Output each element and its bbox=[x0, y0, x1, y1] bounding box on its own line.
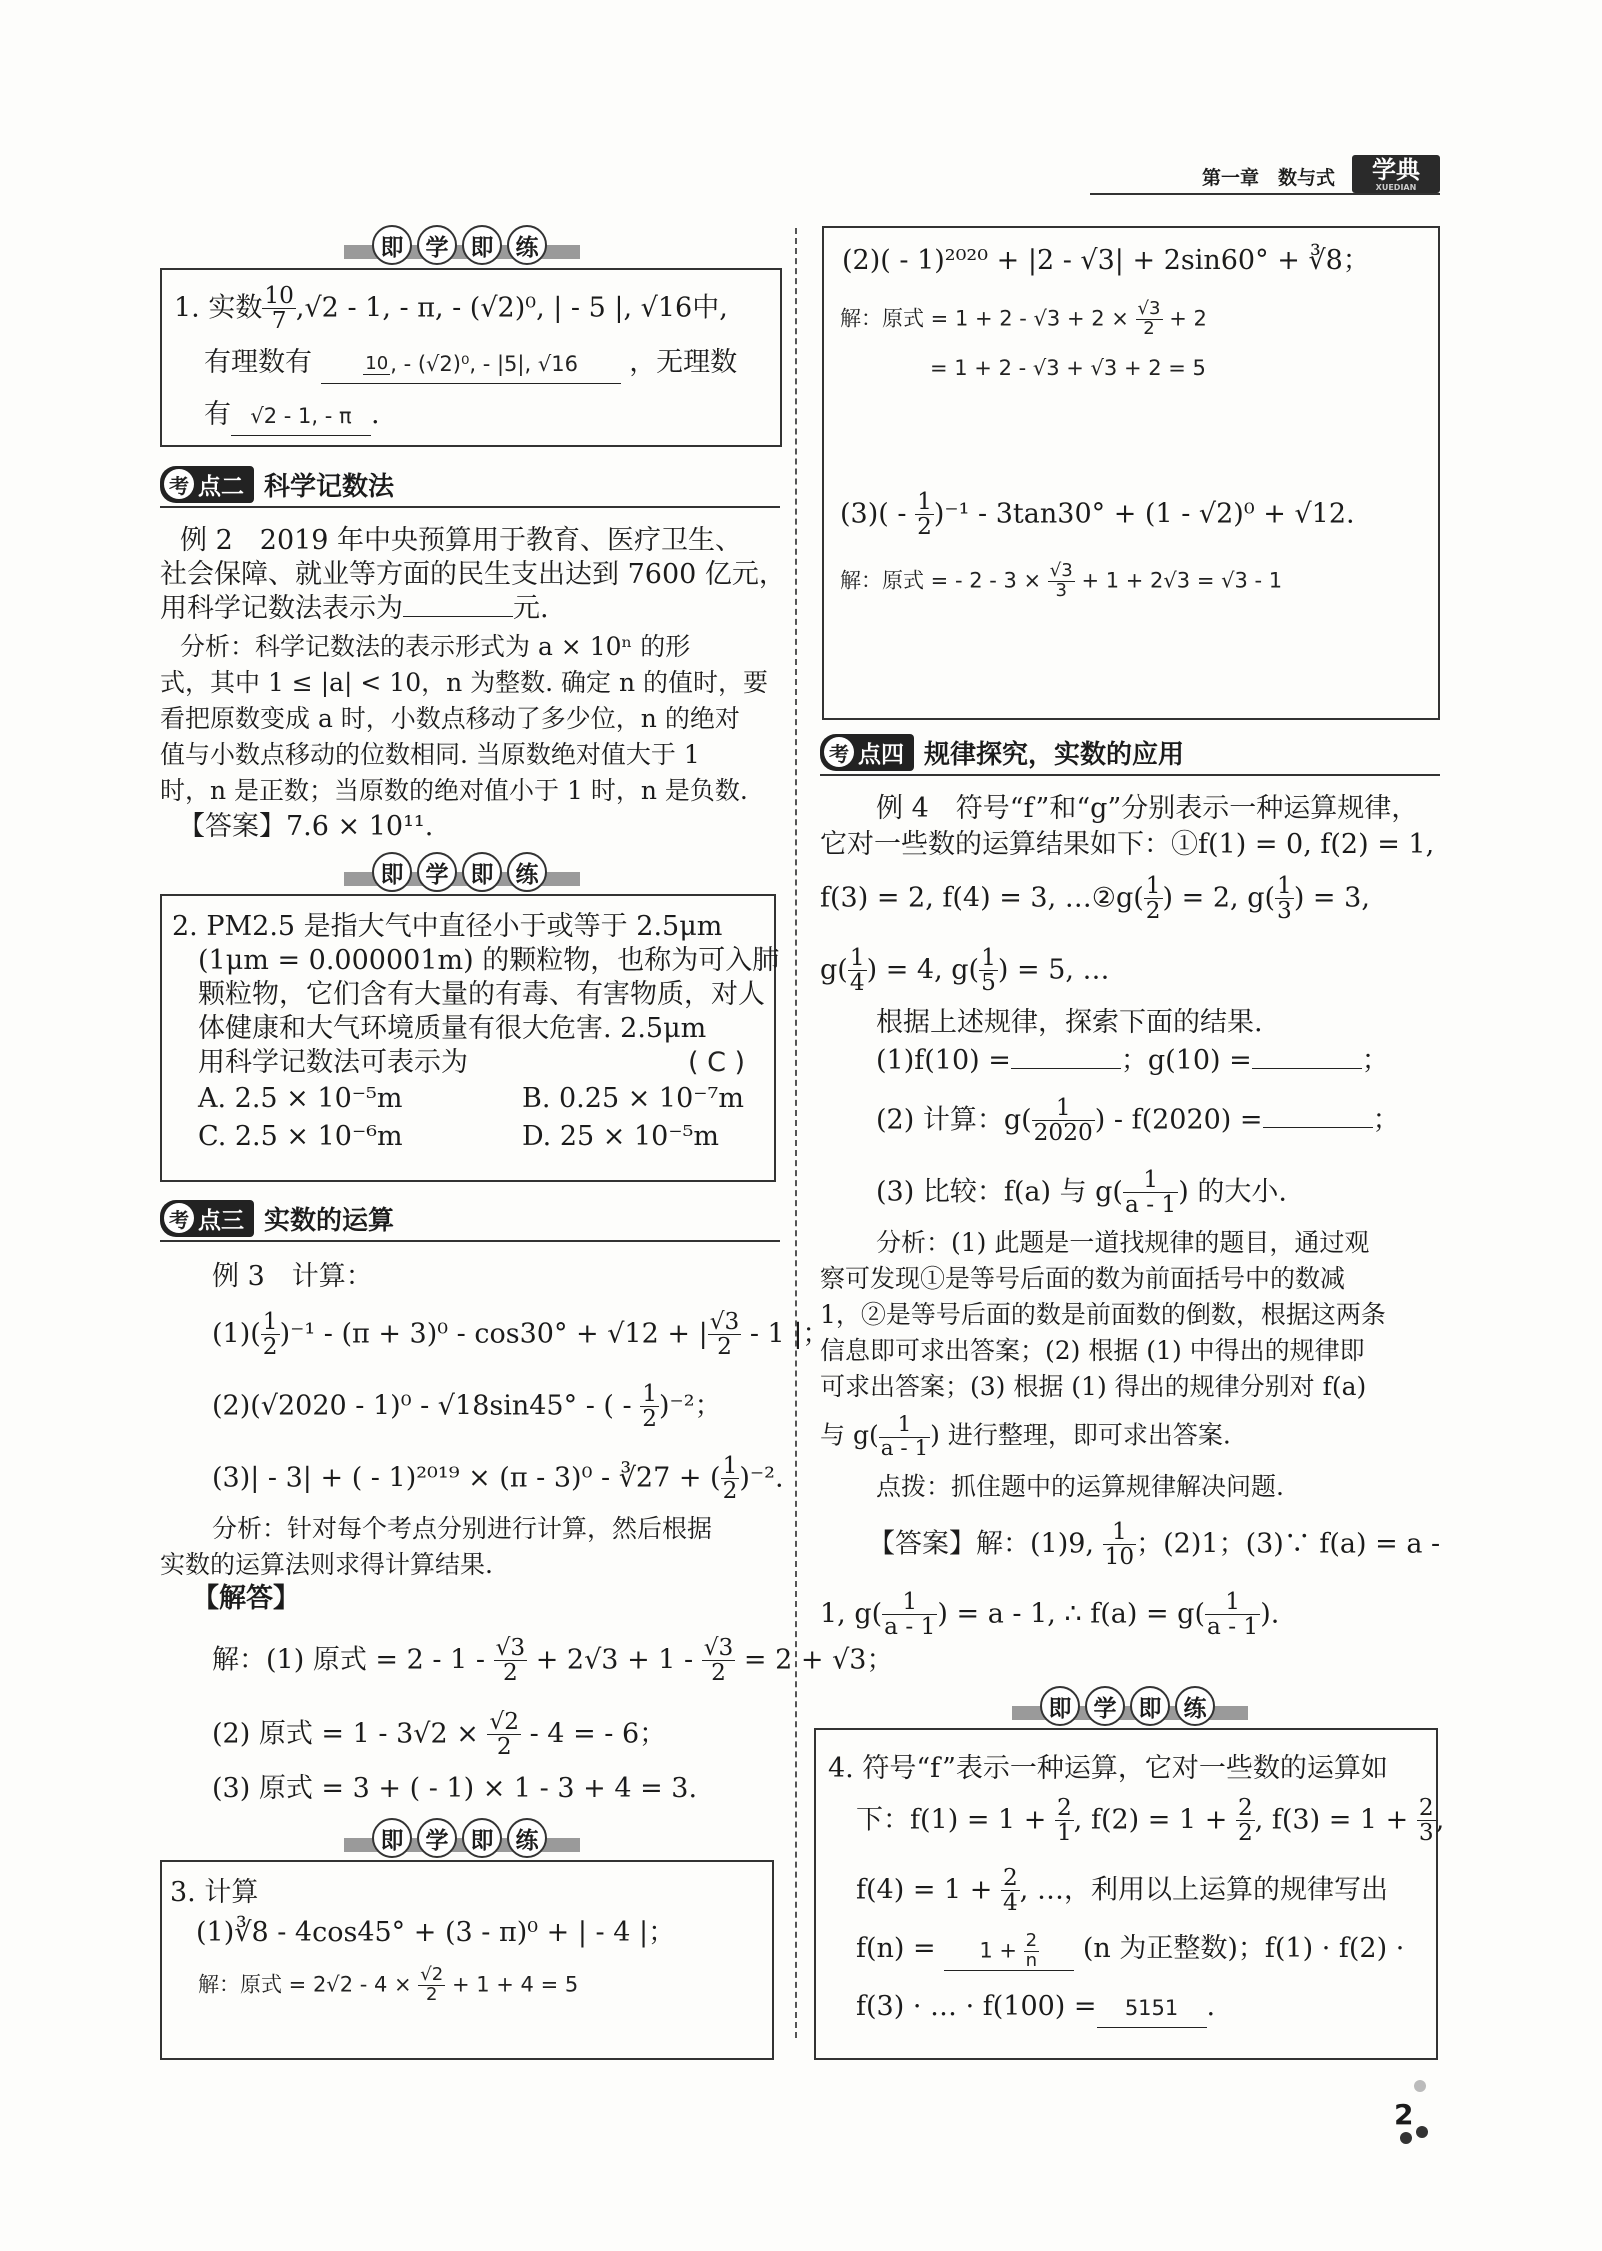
section-kaodian-2: 考 点 二 科学记数法 bbox=[160, 464, 780, 504]
q3-2-handwritten-solution: 解：原式 = 1 + 2 - √3 + 2 × $\frac{√3}{2}$ + 2 bbox=[840, 298, 1207, 339]
exercise-3-continued-box: (2)( - 1)²⁰²⁰ + |2 - √3| + 2sin60° + ∛8； 解：原式 = 1 + 2 - √3 + 2 × $\frac{√3}{2}$ + 2 = 1 + 2 - √3 + √3 + 2 = 5 (3)( - $\frac{1}{2}$ )⁻¹ - 3tan30° + (1 - √2)⁰ + √12. 解：原式 = - 2 - 3 × $\frac{√3}{3}$ + 1 + 2√3 = √3 - 1 bbox=[822, 226, 1440, 720]
option-a: A. 2.5 × 10⁻⁵m bbox=[198, 1083, 403, 1114]
q1-rational-answer: 10 , - (√2)⁰, - |5|, √16 bbox=[321, 346, 621, 384]
practice-banner: 即 学 即 练 bbox=[372, 1818, 552, 1858]
q4-product-answer: 5151 bbox=[1097, 1990, 1207, 2028]
exercise-4-box: 4. 符号“f”表示一种运算，它对一些数的运算如 下：f(1) = 1 + $\frac{2}{1}$ , f(2) = 1 + $\frac{2}{2}$ , f(3) = 1 + $\frac{2}{3}$ , f(4) = 1 + $\frac{2}{4}$ , …，利用以上运算的规律写出 f(n) = 1 + $\frac{2}{n}$ (n 为正整数)；f(1) · f(2) · f(3) · … · f(100) = 5151 . bbox=[814, 1728, 1438, 2060]
q2-answer: ( C ) bbox=[688, 1047, 746, 1078]
q1-line2: 有理数有 10 , - (√2)⁰, - |5|, √16 ，无理数 bbox=[204, 344, 737, 384]
exercise-2-box: 2. PM2.5 是指大气中直径小于或等于 2.5μm (1μm = 0.000001m) 的颗粒物，也称为可入肺 颗粒物，它们含有大量的有毒、有害物质，对人 体健康和大气环境质量有很大危害. 2.5μm 用科学记数法可表示为 ( C ) A. 2.5 × 10⁻⁵m B. 0.25 × 10⁻⁷m C. 2.5 × 10⁻⁶m D. 25 × 10⁻⁵m bbox=[160, 894, 776, 1182]
exercise-1-box bbox=[160, 268, 782, 447]
column-divider bbox=[795, 228, 797, 2038]
q1-irrational-answer: √2 - 1, - π bbox=[231, 398, 371, 436]
practice-banner: 即 学 即 练 bbox=[372, 225, 552, 265]
practice-banner: 即 学 即 练 bbox=[372, 852, 552, 892]
example-2-answer: 【答案】7.6 × 10¹¹. bbox=[178, 811, 434, 842]
q1-line3: 有 √2 - 1, - π . bbox=[204, 396, 380, 436]
page-number-badge bbox=[1394, 2080, 1440, 2140]
option-b: B. 0.25 × 10⁻⁷m bbox=[522, 1083, 744, 1114]
page-number: 2 bbox=[1394, 2098, 1414, 2131]
example-4-answer: 【答案】解：(1)9, $\frac{1}{10}$ ；(2)1；(3)∵ f(a) = a - bbox=[868, 1518, 1441, 1571]
option-c: C. 2.5 × 10⁻⁶m bbox=[198, 1121, 403, 1152]
brand-logo: 学典 XUEDIAN bbox=[1352, 155, 1440, 193]
section-kaodian-3: 考 点 三 实数的运算 bbox=[160, 1198, 780, 1238]
q1-line1: 1. 实数 $\frac{10}{7}$ ,√2 - 1, - π, - (√2)⁰, | - 5 |, √16中, bbox=[174, 282, 728, 335]
section-kaodian-4: 考 点 四 规律探究，实数的应用 bbox=[820, 732, 1440, 772]
q3-3-handwritten-solution: 解：原式 = - 2 - 3 × $\frac{√3}{3}$ + 1 + 2√3 = √3 - 1 bbox=[840, 560, 1283, 601]
chapter-title: 第一章 数与式 bbox=[1201, 167, 1335, 189]
q4-formula-answer: 1 + $\frac{2}{n}$ bbox=[944, 1932, 1074, 1972]
practice-banner: 即 学 即 练 bbox=[1040, 1686, 1220, 1726]
exercise-3-box: 3. 计算 (1)∛8 - 4cos45° + (3 - π)⁰ + | - 4 |； 解：原式 = 2√2 - 4 × $\frac{√2}{2}$ + 1 + 4 = 5 bbox=[160, 1860, 774, 2060]
q3-handwritten-solution: 解：原式 = 2√2 - 4 × $\frac{√2}{2}$ + 1 + 4 = 5 bbox=[198, 1964, 579, 2005]
running-header bbox=[1090, 156, 1440, 197]
option-d: D. 25 × 10⁻⁵m bbox=[522, 1121, 720, 1152]
